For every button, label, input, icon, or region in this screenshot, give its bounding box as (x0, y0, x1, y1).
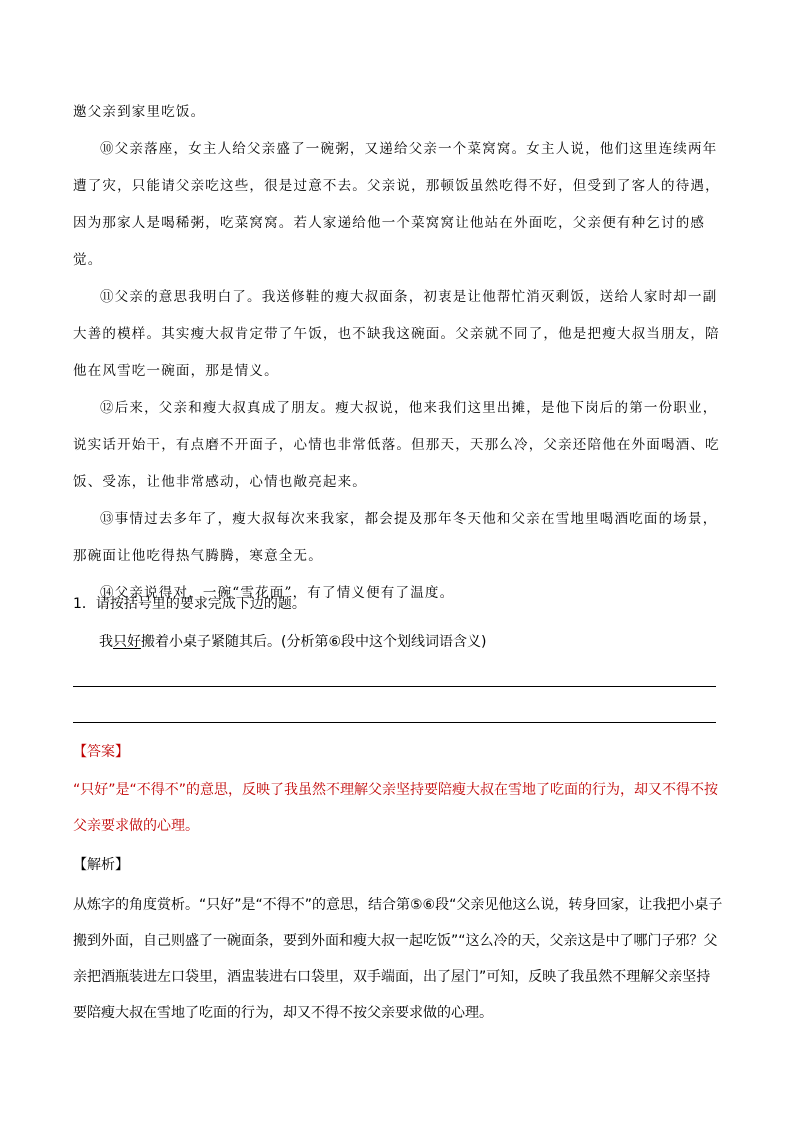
answer-line-1[interactable] (73, 686, 716, 687)
paragraph-10: ⑩父亲落座，女主人给父亲盛了一碗粥，又递给父亲一个菜窝窝。女主人说，他们这里连续两年遭了灾，只能请父亲吃这些，很是过意不去。父亲说，那顿饭虽然吃得不好，但受到了客人的待遇，因为那家人是喝稀粥，吃菜窝窝。若人家递给他一个菜窝窝让他站在外面吃，父亲便有种乞讨的感觉。 (73, 141, 720, 268)
paragraph-11: ⑪父亲的意思我明白了。我送修鞋的瘦大叔面条，初衷是让他帮忙消灭剩饭，送给人家时却一副大善的模样。其实瘦大叔肯定带了午饭，也不缺我这碗面。父亲就不同了，他是把瘦大叔当朋友，陪他在风雪吃一碗面，那是情义。 (73, 289, 720, 379)
question-title: 1．请按括号里的要求完成下边的题。 (73, 596, 306, 612)
answer-tag: 【答案】 (73, 744, 129, 760)
underlined-word: 只好 (113, 634, 141, 650)
sentence-suffix: 搬着小桌子紧随其后。(分析第⑥段中这个划线词语含义) (141, 634, 487, 650)
sentence-prefix: 我 (99, 634, 113, 650)
answer-text: “只好”是“不得不”的意思，反映了我虽然不理解父亲坚持要陪瘦大叔在雪地了吃面的行为，却又不得不按父亲要求做的心理。 (73, 782, 719, 834)
analysis-tag: 【解析】 (73, 857, 129, 873)
answer-line-2[interactable] (73, 722, 716, 723)
reading-passage (73, 94, 723, 612)
question-sentence (99, 632, 486, 652)
paragraph-13: ⑬事情过去多年了，瘦大叔每次来我家，都会提及那年冬天他和父亲在雪地里喝酒吃面的场景，那碗面让他吃得热气腾腾，寒意全无。 (73, 511, 718, 564)
paragraph-14: ⑭父亲说得对，一碗“雪花面”，有了情义便有了温度。 (100, 585, 455, 601)
analysis-text: 从炼字的角度赏析。“只好”是“不得不”的意思，结合第⑤⑥段“父亲见他这么说，转身回家，让我把小桌子搬到外面，自己则盛了一碗面条，要到外面和瘦大叔一起吃饭”“这么冷的天，父亲这是中了哪门子邪？父亲把酒瓶装进左口袋里，酒盅装进右口袋里，双手端面，出了屋门”可知，反映了我虽然不理解父亲坚持要陪瘦大叔在雪地了吃面的行为，却又不得不按父亲要求做的心理。 (73, 897, 723, 1021)
paragraph-12: ⑫后来，父亲和瘦大叔真成了朋友。瘦大叔说，他来我们这里出摊，是他下岗后的第一份职业，说实话开始干，有点磨不开面子，心情也非常低落。但那天，天那么冷，父亲还陪他在外面喝酒、吃饭、受冻，让他非常感动，心情也敞亮起来。 (73, 400, 720, 490)
paragraph-continued: 邀父亲到家里吃饭。 (73, 104, 206, 120)
